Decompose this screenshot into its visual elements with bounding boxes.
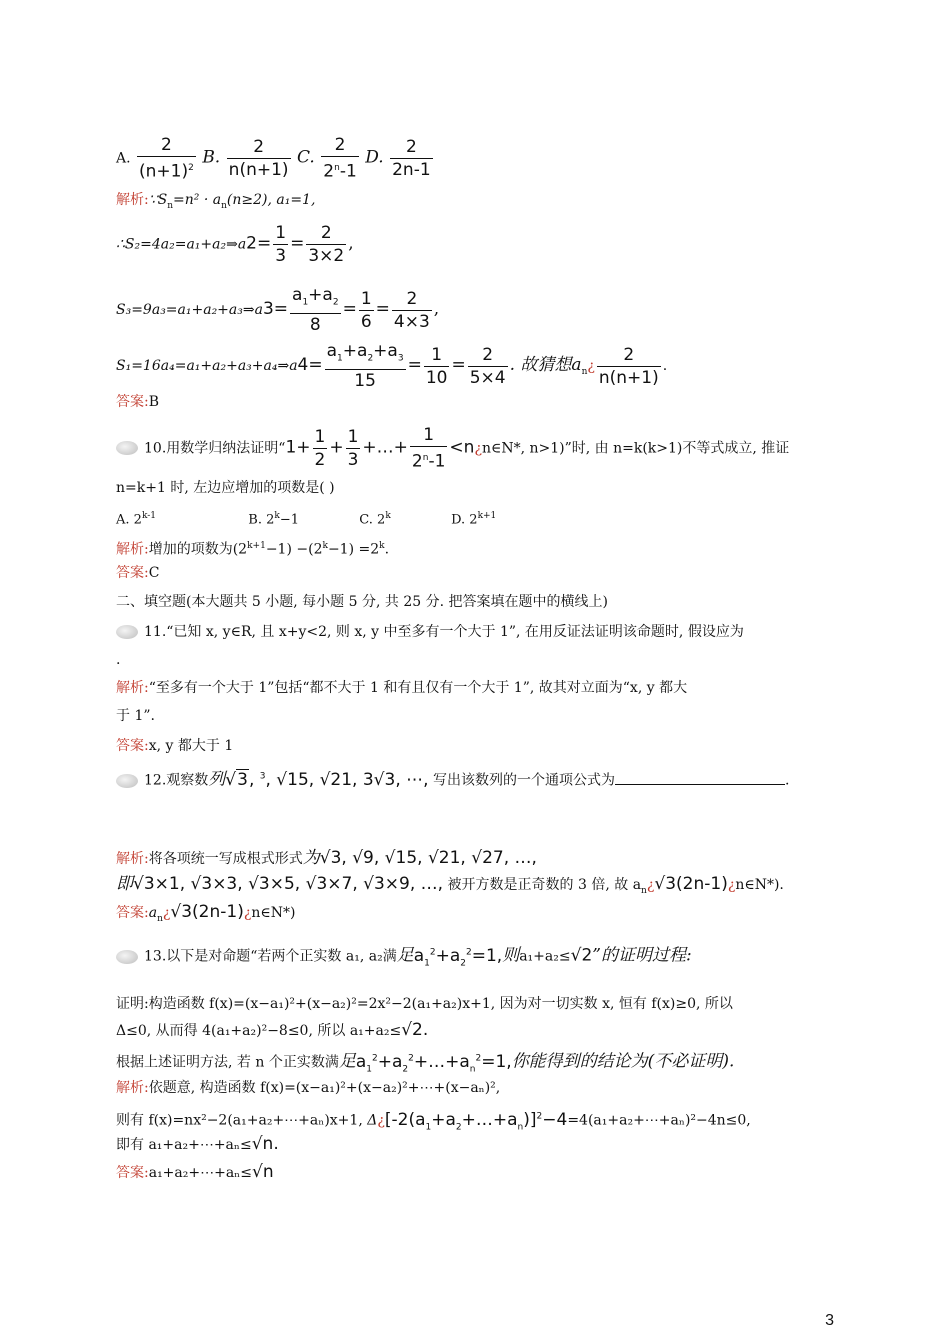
q9-solution-1: 解析$:\because S_n=n^2 \cdot a_n(n\ge 2)$, a₁=1, [116, 192, 316, 211]
answer-value: a₁+a₂+⋯+aₙ≤ [148, 1165, 252, 1181]
option-a-fraction: $\frac{2}{(n+1)^2}$ [139, 135, 194, 182]
fraction: $\frac{1}{2}$ [314, 426, 326, 470]
q11-stem-end: . [116, 652, 121, 668]
solution-text: =4(a₁+a₂+⋯+aₙ)²−4n≤0, [567, 1112, 751, 1129]
q11-answer [116, 736, 233, 756]
answer-blank[interactable] [615, 770, 785, 785]
section-heading: 二、填空题(本大题共 5 小题, 每小题 5 分, 共 25 分. 把答案填在题中的横线上) [116, 594, 608, 610]
answer-value: C [148, 565, 160, 581]
q10-options: A. 2$^{k-1}$ B. $2^k-1$ C. 2$^k$ D. $2^{k+1}$ [116, 511, 497, 528]
q12-answer: 答案$:a_n¿√3(2n-1)¿n\in N*$) [116, 902, 296, 924]
fraction: $\frac{1}{3}$ [347, 426, 359, 470]
solution-text: . 故猜想a [509, 355, 582, 376]
q12-solution-1: 解析:将各项统一写成根式形式为√3, √9, √15, √21, √27, …, [116, 848, 537, 868]
option-a-label: A. [116, 150, 131, 167]
solution-text: 被开方数是正奇数的 3 倍, 故 a [447, 877, 642, 893]
page-number: 3 [825, 1312, 834, 1329]
solution-text: S₁=16a₄=a₁+a₂+a₃+a₄⇒a [116, 358, 298, 375]
q9-options [116, 134, 435, 183]
question-number: 11. [144, 624, 167, 640]
fraction: $\frac{1}{6}$ [360, 288, 372, 332]
q13-proof-2: Δ≤0, 从而得 4(a₁+a₂)²−8≤0, 所以 a₁+a₂≤√2. [116, 1020, 429, 1040]
bullet-icon [116, 441, 138, 455]
fraction: $\frac{2}{4\times 3}$ [393, 288, 430, 332]
question-text: 根据上述证明方法, 若 n 个正实数满 [116, 1054, 339, 1071]
option-c-label: C. [297, 147, 315, 168]
answer-label: 答案: [116, 1165, 149, 1181]
option-b-label: B. [202, 147, 221, 168]
q13-proof-1: 证明:构造函数 f(x)=(x−a₁)²+(x−a₂)²=2x²−2(a₁+a₂)x+1, 因为对一切实数 x, 恒有 f(x)≥0, 所以 [116, 996, 733, 1012]
solution-label: 解析: [116, 1080, 149, 1096]
solution-text: 依题意, 构造函数 f(x)=(x−a₁)²+(x−a₂)²+⋯+(x−aₙ)², [148, 1080, 501, 1096]
question-text: “已知 x, y∈R, 且 x+y<2, 则 x, y 中至多有一个大于 1”, 在用反证法证明该命题时, 假设应为 [166, 624, 744, 640]
solution-label: 解析: [116, 851, 149, 867]
q13-question: 根据上述证明方法, 若 n 个正实数满足$a_1^2+a_2^2+\dots+a_n^2=1$,你能得到的结论为(不必证明). [116, 1051, 735, 1075]
q13-solution-2: 则有 f(x)=nx²−2(a₁+a₂+⋯+aₙ)x+1, $\Delta¿[-2(a_1+a_2+\dots+a_n)]^2-4=4(a_1+a_2+\cdots+a_n)^2-4n\le 0$, [116, 1109, 751, 1133]
question-text: 的证明过程: [600, 945, 692, 966]
answer-label: 答案: [116, 565, 149, 581]
answer-label: 答案: [116, 738, 149, 754]
q12-solution-2: 即√3×1, √3×3, √3×5, √3×7, √3×9, …, 被开方数是正奇数的 3 倍, 故 $a_n¿√3(2n-1)¿n\in N*$). [116, 874, 784, 896]
solution-text: 即有 a₁+a₂+⋯+aₙ≤ [116, 1137, 252, 1153]
q9-solution-3: S₃=9a₃=a₁+a₂+a₃⇒a3= $\frac{a_1+a_2}{8}$ = $\frac{1}{6}$ = $\frac{2}{4\times 3}$ , [116, 285, 440, 336]
solution-text: (n≥2), a₁=1, [226, 192, 316, 208]
fraction: $\frac{2}{3\times 2}$ [308, 223, 345, 266]
answer-label: 答案: [116, 394, 149, 410]
solution-text: ∵S [148, 192, 168, 208]
q10-answer [116, 563, 159, 583]
q9-solution-2: ∴S₂=4a₂=a₁+a₂⇒a2= $\frac{1}{3}$ = $\frac{2}{3\times 2}$ , [116, 223, 354, 266]
q10-stem-2 [116, 478, 335, 498]
question-text: n∈N*, n>1)”时, 由 n=k(k>1)不等式成立, 推证 [481, 440, 790, 457]
q10-solution: 解析:增加的项数为$(2^{k+1}-1) -(2^k-1) =2^k$. [116, 541, 390, 558]
option-d-label: D. [365, 147, 384, 168]
question-text: 以下是对命题“若两个正实数 a₁, a₂满 [166, 948, 397, 965]
q13-solution-3: 即有 a₁+a₂+⋯+aₙ≤√n. [116, 1134, 279, 1154]
q10-stem: 10.用数学归纳法证明“1+ $\frac{1}{2}$ + $\frac{1}{3}$ +…+ $\frac{1}{2^n-1}$ <n¿n∈N*, n>1)”时, 由 n=k(k>1)不等式成立, 推证 [116, 424, 789, 473]
solution-text: 将各项统一写成根式形式 [148, 851, 303, 867]
question-text: 你能得到的结论为(不必证明). [511, 1051, 735, 1072]
q9-solution-4: S₁=16a₄=a₁+a₂+a₃+a₄⇒a4= $\frac{a_1+a_2+a_3}{15}$ = $\frac{1}{10}$ = $\frac{2}{5\times 4}$ . 故猜想$a_n¿$ $\frac{2}{n(n+1)}$ . [116, 341, 668, 392]
fraction: $\frac{1}{3}$ [275, 223, 287, 266]
q13-stem: 13.以下是对命题“若两个正实数 a₁, a₂满足$a_1^2+a_2^2=1$,则a₁+a₂≤√2”的证明过程: [116, 942, 692, 973]
bullet-icon [116, 774, 138, 788]
answer-value: x, y 都大于 1 [148, 738, 234, 754]
solution-label: 解析: [116, 192, 149, 208]
option-b: B. 2 [248, 512, 275, 528]
solution-text: 增加的项数为(2 [148, 541, 248, 558]
bullet-icon [116, 950, 138, 964]
q11-solution-2: 于 1”. [116, 708, 155, 724]
solution-text: ∴S₂=4a₂=a₁+a₂⇒a [116, 236, 247, 253]
fraction: $\frac{a_1+a_2}{8}$ [292, 285, 339, 336]
solution-text: S₃=9a₃=a₁+a₂+a₃⇒a [116, 302, 263, 319]
solution-label: 解析: [116, 541, 149, 558]
fraction: $\frac{1}{2^n-1}$ [411, 425, 446, 472]
solution-text: =n² · a [173, 192, 222, 208]
option-a: A. 2 [116, 512, 142, 528]
fraction: $\frac{a_1+a_2+a_3}{15}$ [326, 341, 404, 392]
q12-stem: 12.观察数列√3, $^3$, √15, √21, 3√3, ⋯, 写出该数列的一个通项公式为 . [116, 766, 789, 791]
fraction: $\frac{2}{n(n+1)}$ [598, 344, 659, 388]
q9-answer [116, 392, 159, 412]
bullet-icon [116, 625, 138, 639]
option-d: D. 2 [451, 512, 478, 528]
answer-value: B [148, 394, 160, 410]
fraction: $\frac{1}{10}$ [425, 344, 448, 388]
option-b-fraction: $\frac{2}{n(n+1)}$ [228, 136, 289, 180]
question-text: 观察数 [166, 772, 209, 789]
question-text: n=k+1 时, 左边应增加的项数是( ) [116, 480, 335, 496]
option-c: C. 2 [359, 512, 386, 528]
fraction: $\frac{2}{5\times 4}$ [469, 344, 506, 388]
answer-label: 答案: [116, 905, 149, 921]
question-number: 10. [144, 440, 167, 457]
proof-text: Δ≤0, 从而得 4(a₁+a₂)²−8≤0, 所以 a₁+a₂≤ [116, 1023, 402, 1039]
option-d-fraction: $\frac{2}{2n-1}$ [392, 136, 431, 180]
solution-label: 解析: [116, 680, 149, 696]
solution-text: 则有 f(x)=nx²−2(a₁+a₂+⋯+aₙ)x+1, [116, 1112, 363, 1129]
q11-solution-1 [116, 678, 687, 698]
q13-answer: 答案:a₁+a₂+⋯+aₙ≤√n [116, 1162, 274, 1182]
q11-stem [116, 622, 744, 642]
question-number: 12. [144, 772, 167, 789]
option-c-fraction: $\frac{2}{2^n-1}$ [323, 135, 357, 182]
question-number: 13. [144, 948, 167, 965]
question-text: 写出该数列的一个通项公式为 [433, 772, 616, 789]
question-text: 用数学归纳法证明“ [166, 440, 286, 457]
solution-text: “至多有一个大于 1”包括“都不大于 1 和有且仅有一个大于 1”, 故其对立面为“x, y 都大 [148, 680, 688, 696]
q13-solution-1 [116, 1078, 500, 1098]
